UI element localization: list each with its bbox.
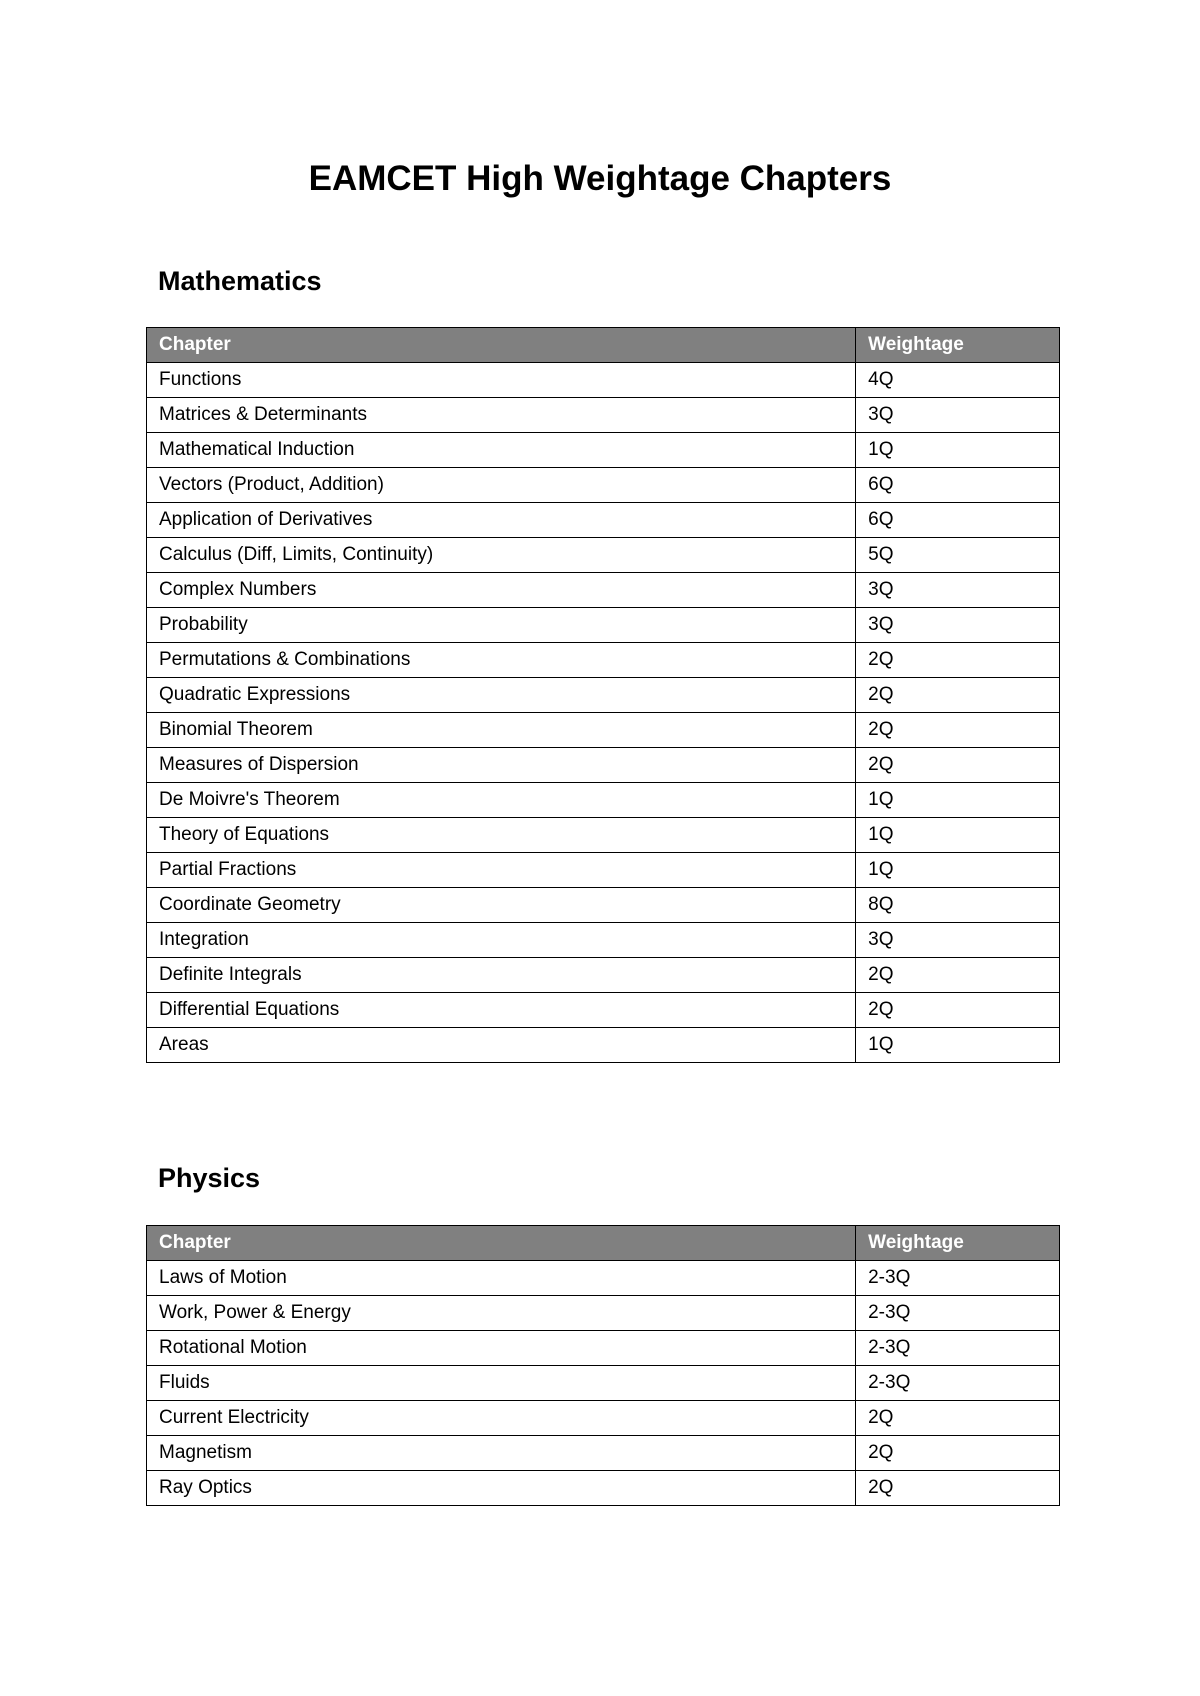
weightage-cell: 2Q (856, 713, 1060, 748)
weightage-cell: 2Q (856, 748, 1060, 783)
weightage-cell: 2Q (856, 993, 1060, 1028)
chapter-cell: Fluids (147, 1366, 856, 1401)
column-header-chapter: Chapter (147, 1226, 856, 1261)
chapter-cell: Coordinate Geometry (147, 888, 856, 923)
chapter-cell: Calculus (Diff, Limits, Continuity) (147, 538, 856, 573)
chapter-cell: Mathematical Induction (147, 433, 856, 468)
physics-table (146, 1225, 1060, 1506)
chapter-cell: Functions (147, 363, 856, 398)
chapter-cell: Application of Derivatives (147, 503, 856, 538)
table-row (147, 1471, 1060, 1506)
table-row (147, 538, 1060, 573)
column-header-weightage: Weightage (856, 1226, 1060, 1261)
weightage-cell: 3Q (856, 923, 1060, 958)
table-row (147, 608, 1060, 643)
column-header-chapter: Chapter (147, 328, 856, 363)
chapter-cell: Permutations & Combinations (147, 643, 856, 678)
weightage-cell: 6Q (856, 468, 1060, 503)
chapter-cell: Binomial Theorem (147, 713, 856, 748)
weightage-cell: 1Q (856, 853, 1060, 888)
table-row (147, 783, 1060, 818)
table-row (147, 1028, 1060, 1063)
weightage-cell: 1Q (856, 1028, 1060, 1063)
table-row (147, 573, 1060, 608)
table-row (147, 398, 1060, 433)
weightage-cell: 2Q (856, 1471, 1060, 1506)
table-row (147, 363, 1060, 398)
weightage-cell: 4Q (856, 363, 1060, 398)
chapter-cell: Complex Numbers (147, 573, 856, 608)
chapter-cell: Partial Fractions (147, 853, 856, 888)
table-row (147, 643, 1060, 678)
chapter-cell: Laws of Motion (147, 1261, 856, 1296)
table-row (147, 1366, 1060, 1401)
weightage-cell: 5Q (856, 538, 1060, 573)
physics-table-body (147, 1261, 1060, 1506)
chapter-cell: Vectors (Product, Addition) (147, 468, 856, 503)
weightage-cell: 2Q (856, 1401, 1060, 1436)
chapter-cell: Ray Optics (147, 1471, 856, 1506)
table-row (147, 1401, 1060, 1436)
table-row (147, 503, 1060, 538)
table-row (147, 713, 1060, 748)
weightage-cell: 1Q (856, 783, 1060, 818)
weightage-cell: 3Q (856, 398, 1060, 433)
chapter-cell: Rotational Motion (147, 1331, 856, 1366)
column-header-weightage: Weightage (856, 328, 1060, 363)
weightage-cell: 2-3Q (856, 1261, 1060, 1296)
weightage-cell: 3Q (856, 573, 1060, 608)
table-row (147, 993, 1060, 1028)
page-title: EAMCET High Weightage Chapters (308, 159, 892, 198)
table-header-row (147, 1226, 1060, 1261)
table-row (147, 1296, 1060, 1331)
chapter-cell: Probability (147, 608, 856, 643)
chapter-cell: Theory of Equations (147, 818, 856, 853)
mathematics-table-body (147, 363, 1060, 1063)
weightage-cell: 8Q (856, 888, 1060, 923)
table-row (147, 923, 1060, 958)
chapter-cell: Differential Equations (147, 993, 856, 1028)
table-row (147, 958, 1060, 993)
chapter-cell: Definite Integrals (147, 958, 856, 993)
weightage-cell: 1Q (856, 818, 1060, 853)
weightage-cell: 2Q (856, 678, 1060, 713)
weightage-cell: 2-3Q (856, 1296, 1060, 1331)
chapter-cell: Matrices & Determinants (147, 398, 856, 433)
weightage-cell: 2Q (856, 958, 1060, 993)
table-row (147, 748, 1060, 783)
chapter-cell: Integration (147, 923, 856, 958)
table-row (147, 1331, 1060, 1366)
chapter-cell: Current Electricity (147, 1401, 856, 1436)
table-row (147, 888, 1060, 923)
chapter-cell: Areas (147, 1028, 856, 1063)
weightage-cell: 2Q (856, 643, 1060, 678)
section-heading-mathematics: Mathematics (158, 266, 322, 296)
chapter-cell: Work, Power & Energy (147, 1296, 856, 1331)
table-row (147, 433, 1060, 468)
weightage-cell: 3Q (856, 608, 1060, 643)
table-row (147, 1436, 1060, 1471)
table-row (147, 853, 1060, 888)
chapter-cell: Magnetism (147, 1436, 856, 1471)
chapter-cell: De Moivre's Theorem (147, 783, 856, 818)
weightage-cell: 1Q (856, 433, 1060, 468)
weightage-cell: 2-3Q (856, 1366, 1060, 1401)
table-row (147, 818, 1060, 853)
table-row (147, 468, 1060, 503)
table-row (147, 678, 1060, 713)
table-header-row (147, 328, 1060, 363)
weightage-cell: 2Q (856, 1436, 1060, 1471)
chapter-cell: Measures of Dispersion (147, 748, 856, 783)
table-row (147, 1261, 1060, 1296)
chapter-cell: Quadratic Expressions (147, 678, 856, 713)
weightage-cell: 2-3Q (856, 1331, 1060, 1366)
weightage-cell: 6Q (856, 503, 1060, 538)
mathematics-table (146, 327, 1060, 1063)
section-heading-physics: Physics (158, 1163, 261, 1193)
